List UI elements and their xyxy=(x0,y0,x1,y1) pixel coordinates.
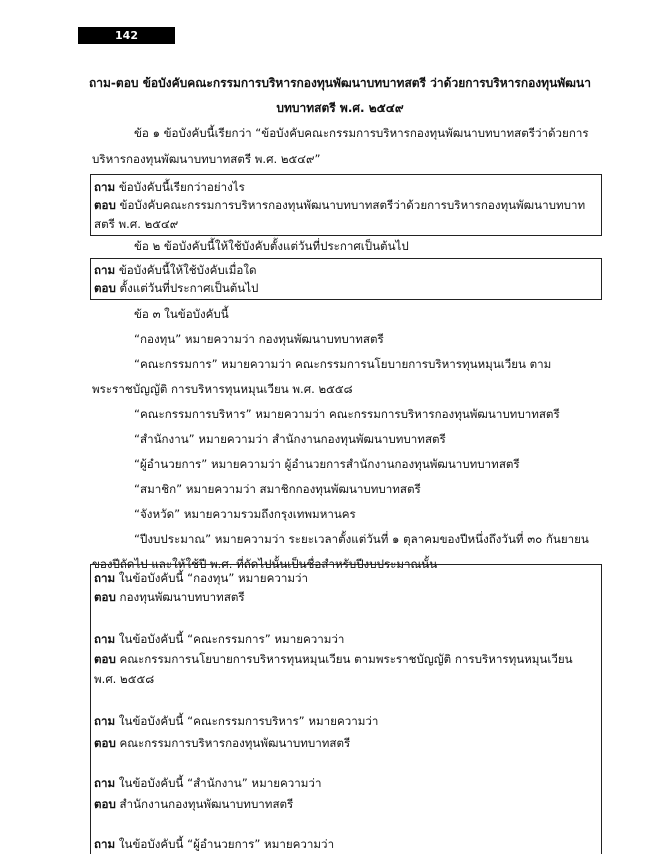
question-label: ถาม xyxy=(94,180,116,194)
question-label: ถาม xyxy=(94,776,116,790)
question-text: ข้อบังคับนี้เรียกว่าอย่างไร xyxy=(118,180,245,194)
question-text: ในข้อบังคับนี้ “คณะกรรมการ” หมายความว่า xyxy=(118,632,345,646)
question-text: ในข้อบังคับนี้ “สำนักงาน” หมายความว่า xyxy=(118,776,322,790)
clause1-line1: ข้อ ๑ ข้อบังคับนี้เรียกว่า “ข้อบังคับคณะกรรมการบริหารกองทุนพัฒนาบทบาทสตรีว่าด้วยการ xyxy=(134,126,589,140)
qa-question-partial xyxy=(94,836,334,852)
answer-text: คณะกรรมการนโยบายการบริหารทุนหมุนเวียน ตามพระราชบัญญัติ การบริหารทุนหมุนเวียน xyxy=(119,652,573,666)
qa-answer xyxy=(94,735,350,751)
answer-label: ตอบ xyxy=(94,652,116,666)
definition-executive-committee: “คณะกรรมการบริหาร” หมายความว่า คณะกรรมการบริหารกองทุนพัฒนาบทบาทสตรี xyxy=(134,407,560,421)
definition-member: “สมาชิก” หมายความว่า สมาชิกกองทุนพัฒนาบทบาทสตรี xyxy=(134,482,421,496)
answer-text: กองทุนพัฒนาบทบาทสตรี xyxy=(119,590,245,604)
answer-label: ตอบ xyxy=(94,281,116,295)
qa-question xyxy=(94,713,378,729)
answer-text: ตั้งแต่วันที่ประกาศเป็นต้นไป xyxy=(119,281,259,295)
qa-answer xyxy=(94,796,293,812)
answer-label: ตอบ xyxy=(94,198,116,212)
qa-answer xyxy=(94,280,258,296)
qa-box-3 xyxy=(90,564,602,854)
question-label: ถาม xyxy=(94,837,116,851)
answer-text-continued: สตรี พ.ศ. ๒๕๔๙ xyxy=(94,217,179,231)
definition-fiscal-year-line2: ของปีถัดไป และให้ใช้ปี พ.ศ. ที่ถัดไปนั้นเป็นชื่อสำหรับปีงบประมาณนั้น xyxy=(92,557,438,571)
question-text: ในข้อบังคับนี้ “กองทุน” หมายความว่า xyxy=(118,571,309,585)
definition-office: “สำนักงาน” หมายความว่า สำนักงานกองทุนพัฒนาบทบาทสตรี xyxy=(134,432,446,446)
definition-fund: “กองทุน” หมายความว่า กองทุนพัฒนาบทบาทสตรี xyxy=(134,332,384,346)
clause2: ข้อ ๒ ข้อบังคับนี้ให้ใช้บังคับตั้งแต่วันที่ประกาศเป็นต้นไป xyxy=(134,239,409,253)
question-label: ถาม xyxy=(94,263,116,277)
answer-text-continued: พ.ศ. ๒๕๕๘ xyxy=(94,672,155,686)
qa-answer xyxy=(94,651,573,667)
qa-box-1 xyxy=(90,174,602,236)
clause1-line2: บริหารกองทุนพัฒนาบทบาทสตรี พ.ศ. ๒๕๔๙” xyxy=(92,152,321,166)
qa-box-2 xyxy=(90,258,602,300)
definition-director: “ผู้อำนวยการ” หมายความว่า ผู้อำนวยการสำนักงานกองทุนพัฒนาบทบาทสตรี xyxy=(134,457,520,471)
qa-question xyxy=(94,570,308,586)
question-label: ถาม xyxy=(94,571,116,585)
qa-question xyxy=(94,775,321,791)
question-text: ในข้อบังคับนี้ “คณะกรรมการบริหาร” หมายความว่า xyxy=(118,714,379,728)
definition-fiscal-year-line1: “ปีงบประมาณ” หมายความว่า ระยะเวลาตั้งแต่วันที่ ๑ ตุลาคมของปีหนึ่งถึงวันที่ ๓๐ กันยายน xyxy=(134,532,589,546)
qa-question xyxy=(94,179,245,195)
question-text: ข้อบังคับนี้ให้ใช้บังคับเมื่อใด xyxy=(118,263,257,277)
definition-committee-line1: “คณะกรรมการ” หมายความว่า คณะกรรมการนโยบายการบริหารทุนหมุนเวียน ตาม xyxy=(134,357,552,371)
qa-answer xyxy=(94,589,245,605)
question-label: ถาม xyxy=(94,632,116,646)
qa-question xyxy=(94,262,257,278)
qa-question xyxy=(94,631,344,647)
document-title-line2: บทบาทสตรี พ.ศ. ๒๕๔๙ xyxy=(276,101,404,115)
answer-text: สำนักงานกองทุนพัฒนาบทบาทสตรี xyxy=(119,797,294,811)
answer-label: ตอบ xyxy=(94,736,116,750)
clause3-heading: ข้อ ๓ ในข้อบังคับนี้ xyxy=(134,307,229,321)
definition-province: “จังหวัด” หมายความรวมถึงกรุงเทพมหานคร xyxy=(134,507,356,521)
qa-answer xyxy=(94,197,585,213)
document-title-line1: ถาม-ตอบ ข้อบังคับคณะกรรมการบริหารกองทุนพัฒนาบทบาทสตรี ว่าด้วยการบริหารกองทุนพัฒนา xyxy=(89,76,591,90)
question-label: ถาม xyxy=(94,714,116,728)
definition-committee-line2: พระราชบัญญัติ การบริหารทุนหมุนเวียน พ.ศ. ๒๕๕๘ xyxy=(92,382,353,396)
question-text: ในข้อบังคับนี้ “ผู้อำนวยการ” หมายความว่า xyxy=(118,837,335,851)
answer-label: ตอบ xyxy=(94,797,116,811)
answer-label: ตอบ xyxy=(94,590,116,604)
page-number: 142 xyxy=(78,27,175,44)
answer-text: ข้อบังคับคณะกรรมการบริหารกองทุนพัฒนาบทบาทสตรีว่าด้วยการบริหารกองทุนพัฒนาบทบาท xyxy=(119,198,586,212)
answer-text: คณะกรรมการบริหารกองทุนพัฒนาบทบาทสตรี xyxy=(119,736,351,750)
